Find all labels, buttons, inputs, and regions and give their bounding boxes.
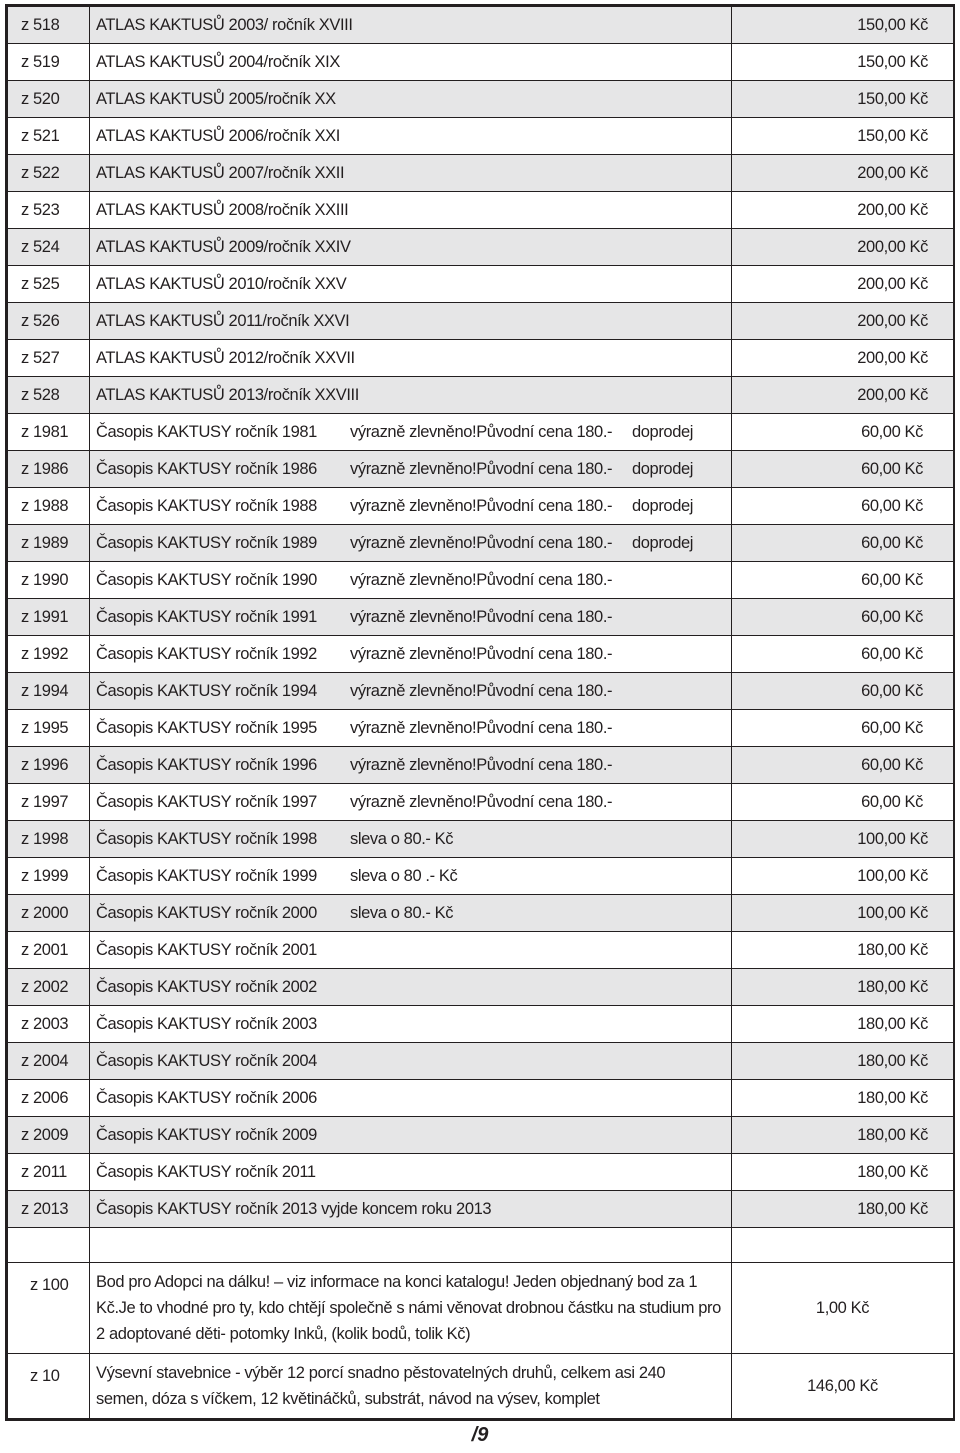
item-price: 60,00 Kč: [732, 673, 954, 710]
item-description: [90, 1043, 732, 1080]
magazine-name: Časopis KAKTUSY ročník 1981: [96, 422, 317, 441]
item-price: 60,00 Kč: [732, 599, 954, 636]
table-row: [8, 81, 954, 118]
table-row: [8, 229, 954, 266]
magazine-name: Časopis KAKTUSY ročník 1999: [96, 866, 317, 885]
item-price: 60,00 Kč: [732, 636, 954, 673]
magazine-note: sleva o 80.- Kč: [350, 829, 454, 848]
item-description: [90, 488, 732, 525]
magazine-tag: doprodej: [632, 422, 694, 441]
table-row: [8, 821, 954, 858]
item-code: z 1989: [8, 525, 90, 562]
table-row: [8, 118, 954, 155]
item-description: ATLAS KAKTUSŮ 2004/ročník XIX: [90, 44, 732, 81]
item-description: ATLAS KAKTUSŮ 2010/ročník XXV: [90, 266, 732, 303]
magazine-name: Časopis KAKTUSY ročník 1991: [96, 607, 317, 626]
price-list-table: [7, 6, 954, 1419]
item-description: [90, 525, 732, 562]
item-price: 200,00 Kč: [732, 377, 954, 414]
item-description: [90, 1154, 732, 1191]
item-description: [90, 932, 732, 969]
item-code: z 523: [8, 192, 90, 229]
magazine-name: Časopis KAKTUSY ročník 1998: [96, 829, 317, 848]
table-row: [8, 784, 954, 821]
item-code: z 1981: [8, 414, 90, 451]
table-row: [8, 710, 954, 747]
magazine-tag: doprodej: [632, 533, 694, 552]
magazine-note: výrazně zlevněno!Původní cena 180.-: [350, 755, 613, 774]
item-price: 146,00 Kč: [732, 1354, 954, 1419]
item-code: z 100: [8, 1263, 90, 1354]
table-row: [8, 1154, 954, 1191]
magazine-note: výrazně zlevněno!Původní cena 180.-: [350, 792, 613, 811]
magazine-note: sleva o 80.- Kč: [350, 903, 454, 922]
item-price: 180,00 Kč: [732, 969, 954, 1006]
item-description: ATLAS KAKTUSŮ 2011/ročník XXVI: [90, 303, 732, 340]
magazine-name: Časopis KAKTUSY ročník 1995: [96, 718, 317, 737]
item-description: Časopis KAKTUSY ročník 2013 vyjde koncem roku 2013: [90, 1191, 732, 1228]
item-price: 180,00 Kč: [732, 932, 954, 969]
item-code: z 527: [8, 340, 90, 377]
item-price: 150,00 Kč: [732, 7, 954, 44]
item-code: z 2004: [8, 1043, 90, 1080]
item-code: z 528: [8, 377, 90, 414]
item-price: 200,00 Kč: [732, 229, 954, 266]
item-code: z 525: [8, 266, 90, 303]
table-row: [8, 895, 954, 932]
item-price: 60,00 Kč: [732, 710, 954, 747]
item-price: 60,00 Kč: [732, 747, 954, 784]
item-price: 100,00 Kč: [732, 821, 954, 858]
item-description: [90, 414, 732, 451]
item-price: 180,00 Kč: [732, 1191, 954, 1228]
item-description: [90, 710, 732, 747]
item-code: z 2000: [8, 895, 90, 932]
item-description: [90, 599, 732, 636]
item-code: z 1997: [8, 784, 90, 821]
table-row: [8, 488, 954, 525]
magazine-name: Časopis KAKTUSY ročník 2003: [96, 1014, 317, 1033]
table-row: [8, 525, 954, 562]
magazine-name: Časopis KAKTUSY ročník 2000: [96, 903, 317, 922]
item-description: [90, 562, 732, 599]
item-code: z 10: [8, 1354, 90, 1419]
item-code: z 2001: [8, 932, 90, 969]
magazine-note: výrazně zlevněno!Původní cena 180.-: [350, 570, 613, 589]
item-description: ATLAS KAKTUSŮ 2006/ročník XXI: [90, 118, 732, 155]
item-description: [90, 1117, 732, 1154]
table-row: [8, 636, 954, 673]
table-row: [8, 599, 954, 636]
item-description: [90, 969, 732, 1006]
magazine-name: Časopis KAKTUSY ročník 2002: [96, 977, 317, 996]
item-description: Výsevní stavebnice - výběr 12 porcí snadno pěstovatelných druhů, celkem asi 240 semen, dóza s víčkem, 12 květináčků, substrát, návod na výsev, komplet: [90, 1354, 732, 1419]
item-code: z 1995: [8, 710, 90, 747]
table-row: [8, 303, 954, 340]
item-description: ATLAS KAKTUSŮ 2008/ročník XXIII: [90, 192, 732, 229]
table-row: [8, 562, 954, 599]
magazine-name: Časopis KAKTUSY ročník 1997: [96, 792, 317, 811]
item-code: z 2011: [8, 1154, 90, 1191]
item-price: 180,00 Kč: [732, 1117, 954, 1154]
magazine-name: Časopis KAKTUSY ročník 1988: [96, 496, 317, 515]
magazine-note: výrazně zlevněno!Původní cena 180.-: [350, 533, 613, 552]
item-description: [90, 673, 732, 710]
item-code: z 519: [8, 44, 90, 81]
item-price: 1,00 Kč: [732, 1263, 954, 1354]
magazine-name: Časopis KAKTUSY ročník 1989: [96, 533, 317, 552]
item-price: 100,00 Kč: [732, 895, 954, 932]
item-price: 180,00 Kč: [732, 1043, 954, 1080]
item-code: z 1999: [8, 858, 90, 895]
item-description: [90, 895, 732, 932]
item-price: 200,00 Kč: [732, 266, 954, 303]
magazine-note: výrazně zlevněno!Původní cena 180.-: [350, 459, 613, 478]
item-code: z 2013: [8, 1191, 90, 1228]
item-description: ATLAS KAKTUSŮ 2013/ročník XXVIII: [90, 377, 732, 414]
item-description: [90, 1006, 732, 1043]
price-list-body: [8, 7, 954, 1419]
magazine-name: Časopis KAKTUSY ročník 2001: [96, 940, 317, 959]
magazine-name: Časopis KAKTUSY ročník 2004: [96, 1051, 317, 1070]
magazine-name: Časopis KAKTUSY ročník 1990: [96, 570, 317, 589]
table-row: [8, 414, 954, 451]
table-row: [8, 1117, 954, 1154]
item-price: 150,00 Kč: [732, 81, 954, 118]
table-row: [8, 1006, 954, 1043]
table-row-adopce: [8, 1263, 954, 1354]
magazine-note: výrazně zlevněno!Původní cena 180.-: [350, 422, 613, 441]
item-price: 200,00 Kč: [732, 155, 954, 192]
price-list-sheet: [5, 4, 955, 1421]
item-description: [90, 858, 732, 895]
item-price: 200,00 Kč: [732, 192, 954, 229]
magazine-name: Časopis KAKTUSY ročník 2009: [96, 1125, 317, 1144]
item-code: z 1990: [8, 562, 90, 599]
item-description: [90, 451, 732, 488]
magazine-note: výrazně zlevněno!Původní cena 180.-: [350, 496, 613, 515]
magazine-tag: doprodej: [632, 496, 694, 515]
table-row: [8, 266, 954, 303]
item-code: z 1991: [8, 599, 90, 636]
magazine-note: výrazně zlevněno!Původní cena 180.-: [350, 644, 613, 663]
table-row: [8, 44, 954, 81]
table-row: [8, 451, 954, 488]
item-code: z 521: [8, 118, 90, 155]
table-row: [8, 747, 954, 784]
item-price: 200,00 Kč: [732, 303, 954, 340]
magazine-note: sleva o 80 .- Kč: [350, 866, 458, 885]
item-code: z 1992: [8, 636, 90, 673]
item-description: Bod pro Adopci na dálku! – viz informace na konci katalogu! Jeden objednaný bod za 1 Kč.Je to vhodné pro ty, kdo chtějí společně s námi věnovat drobnou částku na studium pro 2 adoptované děti- potomky Inků, (kolik bodů, tolik Kč): [90, 1263, 732, 1354]
spacer-row: [8, 1228, 954, 1263]
table-row: [8, 192, 954, 229]
table-row: [8, 340, 954, 377]
item-code: z 1986: [8, 451, 90, 488]
table-row: [8, 155, 954, 192]
item-description: ATLAS KAKTUSŮ 2005/ročník XX: [90, 81, 732, 118]
item-price: 180,00 Kč: [732, 1080, 954, 1117]
item-description: [90, 636, 732, 673]
table-row: [8, 377, 954, 414]
item-price: 200,00 Kč: [732, 340, 954, 377]
item-price: 150,00 Kč: [732, 44, 954, 81]
item-code: z 2002: [8, 969, 90, 1006]
magazine-note: výrazně zlevněno!Původní cena 180.-: [350, 681, 613, 700]
page-number: /9: [471, 1424, 489, 1446]
item-code: z 518: [8, 7, 90, 44]
item-price: 60,00 Kč: [732, 451, 954, 488]
item-code: z 524: [8, 229, 90, 266]
magazine-tag: doprodej: [632, 459, 694, 478]
item-code: z 2003: [8, 1006, 90, 1043]
item-description: ATLAS KAKTUSŮ 2012/ročník XXVII: [90, 340, 732, 377]
table-row: [8, 969, 954, 1006]
item-code: z 1988: [8, 488, 90, 525]
item-code: z 1998: [8, 821, 90, 858]
item-price: 150,00 Kč: [732, 118, 954, 155]
table-row: [8, 1043, 954, 1080]
item-price: 60,00 Kč: [732, 525, 954, 562]
item-description: [90, 747, 732, 784]
table-row-2013: [8, 1191, 954, 1228]
table-row: [8, 7, 954, 44]
item-description: ATLAS KAKTUSŮ 2003/ ročník XVIII: [90, 7, 732, 44]
item-price: 60,00 Kč: [732, 488, 954, 525]
item-price: 60,00 Kč: [732, 784, 954, 821]
item-price: 180,00 Kč: [732, 1154, 954, 1191]
table-row-stavebnice: [8, 1354, 954, 1419]
item-price: 60,00 Kč: [732, 562, 954, 599]
table-row: [8, 932, 954, 969]
magazine-name: Časopis KAKTUSY ročník 1992: [96, 644, 317, 663]
item-description: ATLAS KAKTUSŮ 2007/ročník XXII: [90, 155, 732, 192]
magazine-note: výrazně zlevněno!Původní cena 180.-: [350, 607, 613, 626]
item-code: z 1996: [8, 747, 90, 784]
item-price: 60,00 Kč: [732, 414, 954, 451]
item-code: z 520: [8, 81, 90, 118]
item-price: 180,00 Kč: [732, 1006, 954, 1043]
item-code: z 2006: [8, 1080, 90, 1117]
item-description: [90, 784, 732, 821]
item-description: ATLAS KAKTUSŮ 2009/ročník XXIV: [90, 229, 732, 266]
table-row: [8, 858, 954, 895]
magazine-name: Časopis KAKTUSY ročník 1996: [96, 755, 317, 774]
item-code: z 1994: [8, 673, 90, 710]
item-description: [90, 821, 732, 858]
item-price: 100,00 Kč: [732, 858, 954, 895]
table-row: [8, 1080, 954, 1117]
item-code: z 526: [8, 303, 90, 340]
item-description: [90, 1080, 732, 1117]
magazine-name: Časopis KAKTUSY ročník 2011: [96, 1162, 316, 1181]
item-code: z 2009: [8, 1117, 90, 1154]
magazine-name: Časopis KAKTUSY ročník 1986: [96, 459, 317, 478]
magazine-note: výrazně zlevněno!Původní cena 180.-: [350, 718, 613, 737]
table-row: [8, 673, 954, 710]
magazine-name: Časopis KAKTUSY ročník 2006: [96, 1088, 317, 1107]
magazine-name: Časopis KAKTUSY ročník 1994: [96, 681, 317, 700]
item-code: z 522: [8, 155, 90, 192]
